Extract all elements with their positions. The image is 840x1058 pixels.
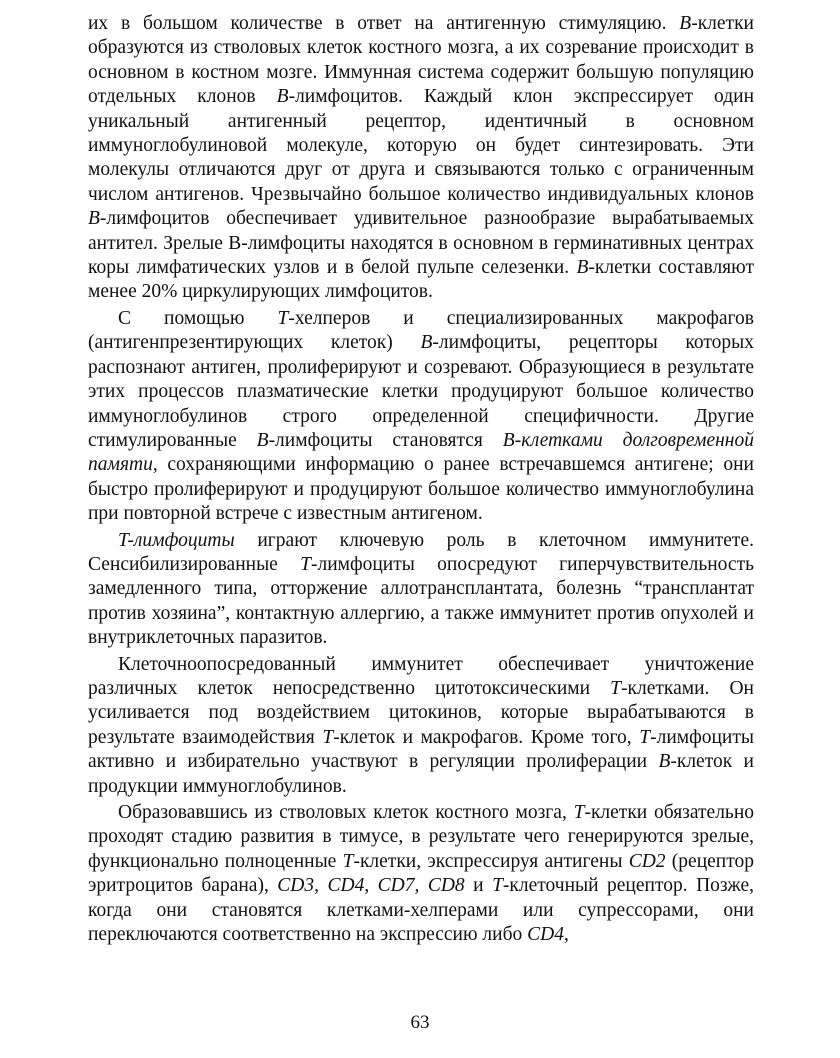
italic-term: CD3, CD4, CD7, CD8	[277, 875, 465, 897]
italic-term: T	[492, 875, 503, 897]
italic-term: B	[276, 86, 289, 108]
text-run: -лимфоцитов. Каждый клон экспрессирует один уникальный антигенный рецептор, идентичный в основном иммуноглобулиновой молекуле, которую он будет синтезировать. Эти молекулы отличаются друг от друга и связываются только с ограниченным числом антигенов. Чрезвычайно большое количество индивидуальных клонов	[88, 86, 754, 205]
text-run: -лимфоциты становятся	[268, 429, 503, 451]
italic-term: T	[639, 726, 651, 748]
text-run: С помощью	[118, 307, 278, 329]
italic-term: T-лимфоциты	[118, 529, 235, 551]
text-run: (рецептор эритроцитов барана),	[88, 850, 754, 897]
page-number: 63	[410, 1012, 430, 1033]
italic-term: CD2	[628, 850, 666, 872]
text-run: Клеточноопосредованный иммунитет обеспечивает уничтожение различных клеток непосредственно цитотоксическими	[88, 653, 754, 699]
italic-term: T	[342, 850, 354, 872]
italic-term: B	[679, 13, 692, 34]
text-run: Образовавшись из стволовых клеток костного мозга,	[118, 802, 574, 823]
text-run: -клетки составляют менее 20% циркулирующих лимфоцитов.	[88, 257, 754, 303]
italic-term: T	[300, 553, 311, 575]
italic-term: B	[256, 429, 269, 451]
italic-term: B	[88, 208, 100, 230]
italic-term: T	[322, 726, 334, 748]
paragraph-cell-mediated-immunity	[88, 653, 754, 799]
text-run: -клеточный рецептор. Позже, когда они становятся клетками-хелперами или супрессорами, они переключаются соответственно на экспрессию либо	[88, 875, 754, 946]
paragraph-b-cells-origin	[88, 12, 754, 305]
text-run: -лимфоциты, рецепторы которых распознают антиген, пролиферируют и созревают. Образующиеся в результате этих процессов плазматические клетки продуцируют большое количество иммуноглобулинов строго определенной специфичности. Другие стимулированные	[88, 332, 754, 451]
text-run: -хелперов и специализированных макрофагов (антигенпрезентирующих клеток)	[88, 307, 754, 354]
italic-term: B	[576, 257, 589, 279]
text-run: -клетки обязательно проходят стадию развития в тимусе, в результате чего генерируются зрелые, функционально полноценные	[88, 802, 754, 872]
text-run: -клетки, экспрессируя антигены	[353, 850, 629, 872]
text-run: -клетки образуются из стволовых клеток костного мозга, а их созревание происходит в основном в костном мозге. Иммунная система содержит большую популяцию отдельных клонов	[88, 13, 754, 108]
italic-term: T	[277, 307, 289, 329]
text-run: играют ключевую роль в клеточном иммунитете. Сенсибилизированные	[88, 529, 754, 575]
text-run: -клеток и макрофагов. Кроме того,	[333, 726, 640, 748]
text-run: ,	[563, 924, 569, 946]
document-page	[88, 12, 754, 949]
text-run: и	[464, 875, 493, 897]
paragraph-thymus-development	[88, 801, 754, 947]
text-run: , сохраняющими информацию о ранее встречавшемся антигене; они быстро пролиферируют и продуцируют большое количество иммуноглобулина при повторной встрече с известным антигеном.	[88, 454, 754, 525]
italic-term: T	[610, 677, 622, 699]
text-run: -клетками. Он усиливается под воздействием цитокинов, которые вырабатываются в результате взаимодействия	[88, 677, 754, 748]
text-run: -лимфоциты активно и избирательно участвуют в регуляции пролиферации	[88, 726, 754, 773]
italic-term: B-клетками долговременной памяти	[88, 429, 754, 476]
paragraph-t-lymphocytes-role	[88, 529, 754, 651]
text-run: -лимфоциты опосредуют гиперчувствительность замедленного типа, отторжение аллотрансплантата, болезнь “трансплантат против хозяина”, контактную аллергию, а также иммунитет против опухолей и внутриклеточных паразитов.	[88, 553, 754, 649]
text-run: -лимфоцитов обеспечивает удивительное разнообразие вырабатываемых антител. Зрелые В-лимфоциты находятся в основном в герминативных центрах коры лимфатических узлов и в белой пульпе селезенки.	[88, 208, 754, 279]
italic-term: T	[573, 802, 585, 823]
paragraph-t-helpers-memory	[88, 307, 754, 527]
text-run: -клеток и продукции иммуноглобулинов.	[88, 751, 754, 797]
italic-term: B	[420, 332, 433, 354]
italic-term: B	[658, 751, 671, 773]
text-run: их в большом количестве в ответ на антигенную стимуляцию.	[88, 13, 680, 34]
italic-term: CD4	[527, 924, 564, 946]
